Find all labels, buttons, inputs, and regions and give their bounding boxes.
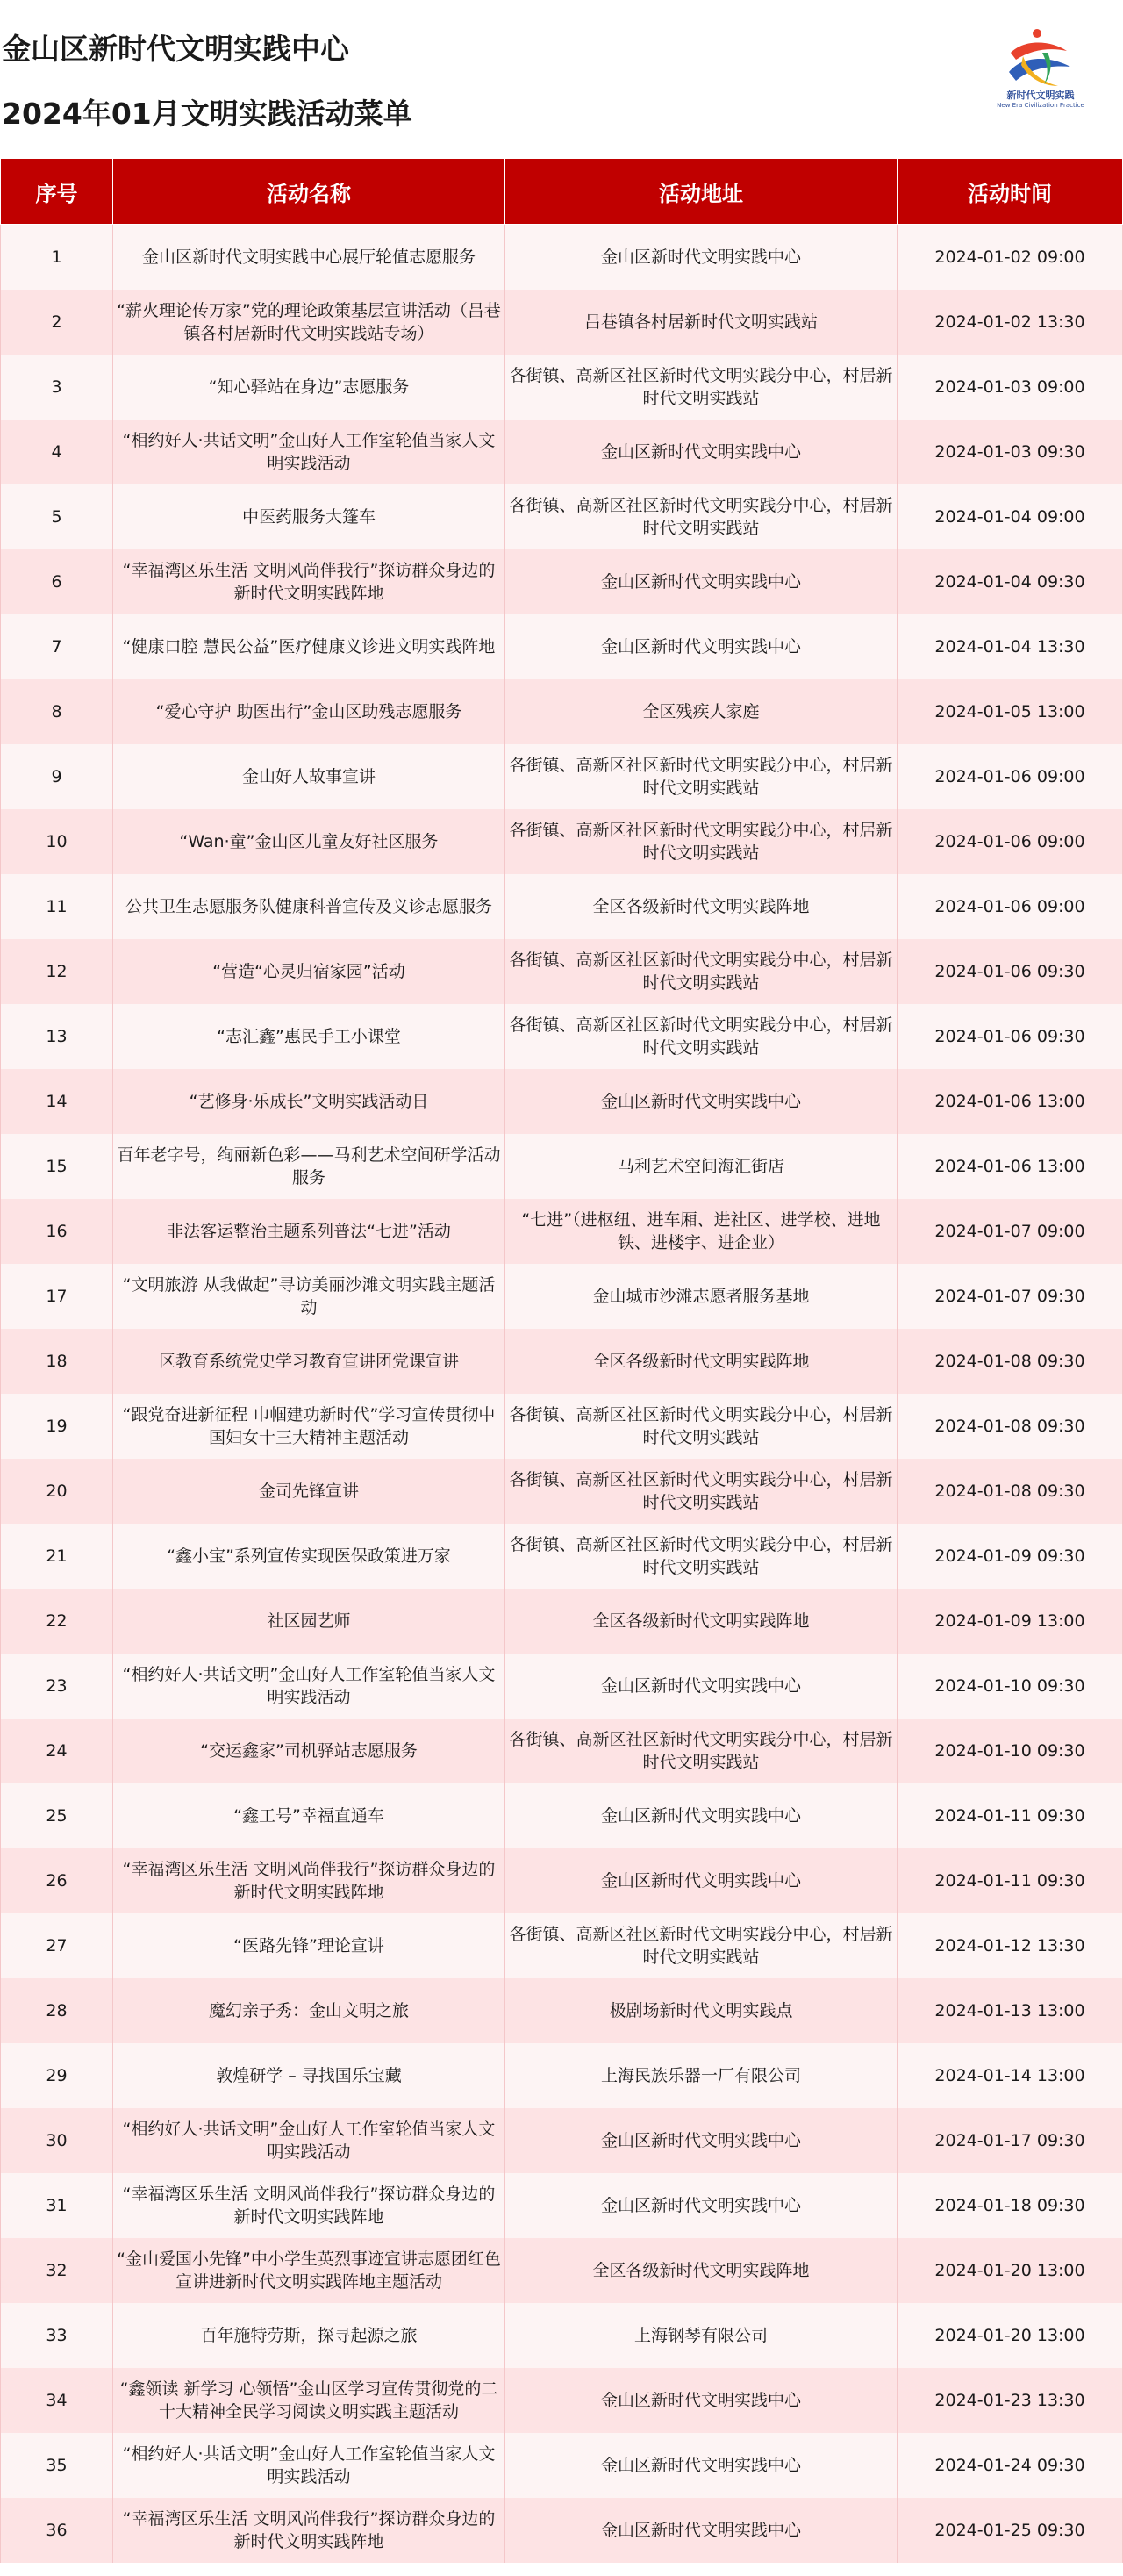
activity-address: 金山区新时代文明实践中心: [505, 2108, 898, 2173]
activity-time: 2024-01-06 13:00: [898, 1134, 1123, 1199]
row-index: 27: [1, 1913, 113, 1978]
activity-name: 社区园艺师: [113, 1589, 505, 1654]
row-index: 3: [1, 355, 113, 420]
activity-time: 2024-01-10 09:30: [898, 1654, 1123, 1719]
activity-address: 各街镇、高新区社区新时代文明实践分中心，村居新时代文明实践站: [505, 809, 898, 874]
table-header-row: [1, 159, 1123, 225]
activity-time: 2024-01-20 13:00: [898, 2303, 1123, 2368]
row-index: 4: [1, 420, 113, 484]
table-row: [1, 2303, 1123, 2368]
activity-name: “薪火理论传万家”党的理论政策基层宣讲活动（吕巷镇各村居新时代文明实践站专场）: [113, 290, 505, 355]
row-index: 35: [1, 2433, 113, 2498]
activity-time: 2024-01-20 13:00: [898, 2238, 1123, 2303]
table-row: [1, 1394, 1123, 1459]
activity-time: 2024-01-06 09:30: [898, 1004, 1123, 1069]
activity-name: “爱心守护 助医出行”金山区助残志愿服务: [113, 679, 505, 744]
activity-time: 2024-01-07 09:30: [898, 1264, 1123, 1329]
row-index: 15: [1, 1134, 113, 1199]
activity-table: [0, 158, 1123, 2563]
activity-time: 2024-01-03 09:00: [898, 355, 1123, 420]
activity-address: 金山区新时代文明实践中心: [505, 2173, 898, 2238]
activity-time: 2024-01-08 09:30: [898, 1394, 1123, 1459]
activity-time: 2024-01-08 09:30: [898, 1459, 1123, 1524]
activity-time: 2024-01-12 13:30: [898, 1913, 1123, 1978]
row-index: 33: [1, 2303, 113, 2368]
table-row: [1, 484, 1123, 549]
activity-address: 各街镇、高新区社区新时代文明实践分中心，村居新时代文明实践站: [505, 1524, 898, 1589]
row-index: 9: [1, 744, 113, 809]
row-index: 10: [1, 809, 113, 874]
table-row: [1, 939, 1123, 1004]
table-row: [1, 1459, 1123, 1524]
row-index: 34: [1, 2368, 113, 2433]
table-row: [1, 355, 1123, 420]
activity-address: 各街镇、高新区社区新时代文明实践分中心，村居新时代文明实践站: [505, 1913, 898, 1978]
table-row: [1, 420, 1123, 484]
row-index: 12: [1, 939, 113, 1004]
table-row: [1, 1069, 1123, 1134]
row-index: 24: [1, 1719, 113, 1783]
table-row: [1, 1199, 1123, 1264]
page-subtitle: 2024年01月文明实践活动菜单: [2, 97, 412, 131]
activity-address: 金山区新时代文明实践中心: [505, 1069, 898, 1134]
activity-name: “志汇鑫”惠民手工小课堂: [113, 1004, 505, 1069]
activity-address: 马利艺术空间海汇街店: [505, 1134, 898, 1199]
table-row: [1, 614, 1123, 679]
activity-address: 各街镇、高新区社区新时代文明实践分中心，村居新时代文明实践站: [505, 1004, 898, 1069]
table-row: [1, 2368, 1123, 2433]
activity-time: 2024-01-07 09:00: [898, 1199, 1123, 1264]
activity-time: 2024-01-06 09:00: [898, 744, 1123, 809]
activity-name: “幸福湾区乐生活 文明风尚伴我行”探访群众身边的新时代文明实践阵地: [113, 2173, 505, 2238]
row-index: 13: [1, 1004, 113, 1069]
activity-address: 上海钢琴有限公司: [505, 2303, 898, 2368]
activity-time: 2024-01-06 09:00: [898, 874, 1123, 939]
activity-name: “鑫工号”幸福直通车: [113, 1783, 505, 1848]
row-index: 36: [1, 2498, 113, 2563]
row-index: 28: [1, 1978, 113, 2043]
table-row: [1, 2108, 1123, 2173]
activity-time: 2024-01-02 13:30: [898, 290, 1123, 355]
activity-address: 金山区新时代文明实践中心: [505, 2368, 898, 2433]
activity-address: 金山区新时代文明实践中心: [505, 420, 898, 484]
activity-address: 金山区新时代文明实践中心: [505, 225, 898, 291]
table-row: [1, 1783, 1123, 1848]
activity-name: “交运鑫家”司机驿站志愿服务: [113, 1719, 505, 1783]
activity-address: 全区残疾人家庭: [505, 679, 898, 744]
activity-time: 2024-01-03 09:30: [898, 420, 1123, 484]
activity-address: 金山城市沙滩志愿者服务基地: [505, 1264, 898, 1329]
activity-address: 金山区新时代文明实践中心: [505, 549, 898, 614]
table-row: [1, 2498, 1123, 2563]
table-row: [1, 2043, 1123, 2108]
activity-name: 敦煌研学 – 寻找国乐宝藏: [113, 2043, 505, 2108]
activity-name: “健康口腔 慧民公益”医疗健康义诊进文明实践阵地: [113, 614, 505, 679]
table-row: [1, 679, 1123, 744]
row-index: 1: [1, 225, 113, 291]
column-header-time: 活动时间: [898, 159, 1123, 225]
table-row: [1, 744, 1123, 809]
activity-name: 中医药服务大篷车: [113, 484, 505, 549]
row-index: 20: [1, 1459, 113, 1524]
activity-name: 公共卫生志愿服务队健康科普宣传及义诊志愿服务: [113, 874, 505, 939]
table-row: [1, 2173, 1123, 2238]
table-row: [1, 1848, 1123, 1913]
page-title: 金山区新时代文明实践中心: [2, 32, 349, 66]
activity-name: 百年施特劳斯，探寻起源之旅: [113, 2303, 505, 2368]
row-index: 5: [1, 484, 113, 549]
activity-address: 全区各级新时代文明实践阵地: [505, 1329, 898, 1394]
activity-name: “跟党奋进新征程 巾帼建功新时代”学习宣传贯彻中国妇女十三大精神主题活动: [113, 1394, 505, 1459]
table-row: [1, 1978, 1123, 2043]
table-row: [1, 1524, 1123, 1589]
row-index: 31: [1, 2173, 113, 2238]
activity-time: 2024-01-05 13:00: [898, 679, 1123, 744]
row-index: 22: [1, 1589, 113, 1654]
row-index: 16: [1, 1199, 113, 1264]
activity-address: 各街镇、高新区社区新时代文明实践分中心，村居新时代文明实践站: [505, 1394, 898, 1459]
activity-time: 2024-01-23 13:30: [898, 2368, 1123, 2433]
table-row: [1, 809, 1123, 874]
activity-time: 2024-01-04 13:30: [898, 614, 1123, 679]
table-row: [1, 874, 1123, 939]
activity-name: “鑫小宝”系列宣传实现医保政策进万家: [113, 1524, 505, 1589]
row-index: 32: [1, 2238, 113, 2303]
activity-address: “七进”（进枢纽、进车厢、进社区、进学校、进地铁、进楼宇、进企业）: [505, 1199, 898, 1264]
activity-name: “幸福湾区乐生活 文明风尚伴我行”探访群众身边的新时代文明实践阵地: [113, 549, 505, 614]
activity-time: 2024-01-04 09:30: [898, 549, 1123, 614]
logo-subtext: New Era Civilization Practice: [997, 102, 1084, 109]
row-index: 2: [1, 290, 113, 355]
activity-time: 2024-01-17 09:30: [898, 2108, 1123, 2173]
activity-name: “相约好人·共话文明”金山好人工作室轮值当家人文明实践活动: [113, 2108, 505, 2173]
table-row: [1, 2433, 1123, 2498]
activity-time: 2024-01-13 13:00: [898, 1978, 1123, 2043]
activity-address: 金山区新时代文明实践中心: [505, 614, 898, 679]
activity-address: 各街镇、高新区社区新时代文明实践分中心，村居新时代文明实践站: [505, 939, 898, 1004]
activity-address: 各街镇、高新区社区新时代文明实践分中心，村居新时代文明实践站: [505, 744, 898, 809]
activity-name: “幸福湾区乐生活 文明风尚伴我行”探访群众身边的新时代文明实践阵地: [113, 1848, 505, 1913]
activity-name: “医路先锋”理论宣讲: [113, 1913, 505, 1978]
activity-time: 2024-01-09 09:30: [898, 1524, 1123, 1589]
activity-address: 各街镇、高新区社区新时代文明实践分中心，村居新时代文明实践站: [505, 1719, 898, 1783]
activity-address: 全区各级新时代文明实践阵地: [505, 1589, 898, 1654]
table-row: [1, 1719, 1123, 1783]
row-index: 8: [1, 679, 113, 744]
table-row: [1, 1329, 1123, 1394]
activity-name: “知心驿站在身边”志愿服务: [113, 355, 505, 420]
row-index: 23: [1, 1654, 113, 1719]
activity-time: 2024-01-02 09:00: [898, 225, 1123, 291]
activity-time: 2024-01-06 09:00: [898, 809, 1123, 874]
activity-time: 2024-01-06 09:30: [898, 939, 1123, 1004]
row-index: 25: [1, 1783, 113, 1848]
activity-time: 2024-01-11 09:30: [898, 1783, 1123, 1848]
column-header-address: 活动地址: [505, 159, 898, 225]
table-row: [1, 225, 1123, 291]
activity-name: “艺修身·乐成长”文明实践活动日: [113, 1069, 505, 1134]
activity-name: “鑫领读 新学习 心领悟”金山区学习宣传贯彻党的二十大精神全民学习阅读文明实践主题活动: [113, 2368, 505, 2433]
activity-name: “营造“心灵归宿家园”活动: [113, 939, 505, 1004]
activity-name: “Wan·童”金山区儿童友好社区服务: [113, 809, 505, 874]
row-index: 29: [1, 2043, 113, 2108]
row-index: 19: [1, 1394, 113, 1459]
activity-address: 金山区新时代文明实践中心: [505, 1783, 898, 1848]
activity-time: 2024-01-18 09:30: [898, 2173, 1123, 2238]
activity-address: 金山区新时代文明实践中心: [505, 2498, 898, 2563]
activity-name: “文明旅游 从我做起”寻访美丽沙滩文明实践主题活动: [113, 1264, 505, 1329]
activity-address: 金山区新时代文明实践中心: [505, 1848, 898, 1913]
activity-name: “金山爱国小先锋”中小学生英烈事迹宣讲志愿团红色宣讲进新时代文明实践阵地主题活动: [113, 2238, 505, 2303]
table-row: [1, 1264, 1123, 1329]
table-body: [1, 225, 1123, 2564]
activity-time: 2024-01-04 09:00: [898, 484, 1123, 549]
table-row: [1, 549, 1123, 614]
table-row: [1, 290, 1123, 355]
activity-name: “相约好人·共话文明”金山好人工作室轮值当家人文明实践活动: [113, 420, 505, 484]
row-index: 26: [1, 1848, 113, 1913]
activity-address: 上海民族乐器一厂有限公司: [505, 2043, 898, 2108]
logo-text: 新时代文明实践: [1006, 90, 1075, 101]
table-row: [1, 1654, 1123, 1719]
activity-time: 2024-01-06 13:00: [898, 1069, 1123, 1134]
table-row: [1, 2238, 1123, 2303]
table-row: [1, 1589, 1123, 1654]
activity-name: 非法客运整治主题系列普法“七进”活动: [113, 1199, 505, 1264]
table-row: [1, 1134, 1123, 1199]
activity-address: 极剧场新时代文明实践点: [505, 1978, 898, 2043]
row-index: 14: [1, 1069, 113, 1134]
activity-time: 2024-01-14 13:00: [898, 2043, 1123, 2108]
column-header-name: 活动名称: [113, 159, 505, 225]
activity-time: 2024-01-08 09:30: [898, 1329, 1123, 1394]
table-row: [1, 1004, 1123, 1069]
activity-address: 金山区新时代文明实践中心: [505, 2433, 898, 2498]
row-index: 11: [1, 874, 113, 939]
column-header-index: 序号: [1, 159, 113, 225]
activity-name: “幸福湾区乐生活 文明风尚伴我行”探访群众身边的新时代文明实践阵地: [113, 2498, 505, 2563]
activity-address: 吕巷镇各村居新时代文明实践站: [505, 290, 898, 355]
row-index: 6: [1, 549, 113, 614]
activity-time: 2024-01-24 09:30: [898, 2433, 1123, 2498]
activity-name: 金山区新时代文明实践中心展厅轮值志愿服务: [113, 225, 505, 291]
activity-time: 2024-01-11 09:30: [898, 1848, 1123, 1913]
activity-address: 全区各级新时代文明实践阵地: [505, 2238, 898, 2303]
page-header: [0, 0, 1123, 158]
row-index: 18: [1, 1329, 113, 1394]
activity-name: “相约好人·共话文明”金山好人工作室轮值当家人文明实践活动: [113, 2433, 505, 2498]
activity-name: 魔幻亲子秀：金山文明之旅: [113, 1978, 505, 2043]
table-row: [1, 1913, 1123, 1978]
row-index: 21: [1, 1524, 113, 1589]
activity-address: 各街镇、高新区社区新时代文明实践分中心，村居新时代文明实践站: [505, 484, 898, 549]
activity-address: 各街镇、高新区社区新时代文明实践分中心，村居新时代文明实践站: [505, 1459, 898, 1524]
row-index: 30: [1, 2108, 113, 2173]
activity-address: 金山区新时代文明实践中心: [505, 1654, 898, 1719]
activity-address: 各街镇、高新区社区新时代文明实践分中心，村居新时代文明实践站: [505, 355, 898, 420]
row-index: 7: [1, 614, 113, 679]
activity-address: 全区各级新时代文明实践阵地: [505, 874, 898, 939]
activity-name: 区教育系统党史学习教育宣讲团党课宣讲: [113, 1329, 505, 1394]
row-index: 17: [1, 1264, 113, 1329]
activity-time: 2024-01-25 09:30: [898, 2498, 1123, 2563]
activity-name: 金司先锋宣讲: [113, 1459, 505, 1524]
activity-time: 2024-01-10 09:30: [898, 1719, 1123, 1783]
activity-name: “相约好人·共话文明”金山好人工作室轮值当家人文明实践活动: [113, 1654, 505, 1719]
activity-name: 百年老字号，绚丽新色彩——马利艺术空间研学活动服务: [113, 1134, 505, 1199]
activity-time: 2024-01-09 13:00: [898, 1589, 1123, 1654]
activity-name: 金山好人故事宣讲: [113, 744, 505, 809]
